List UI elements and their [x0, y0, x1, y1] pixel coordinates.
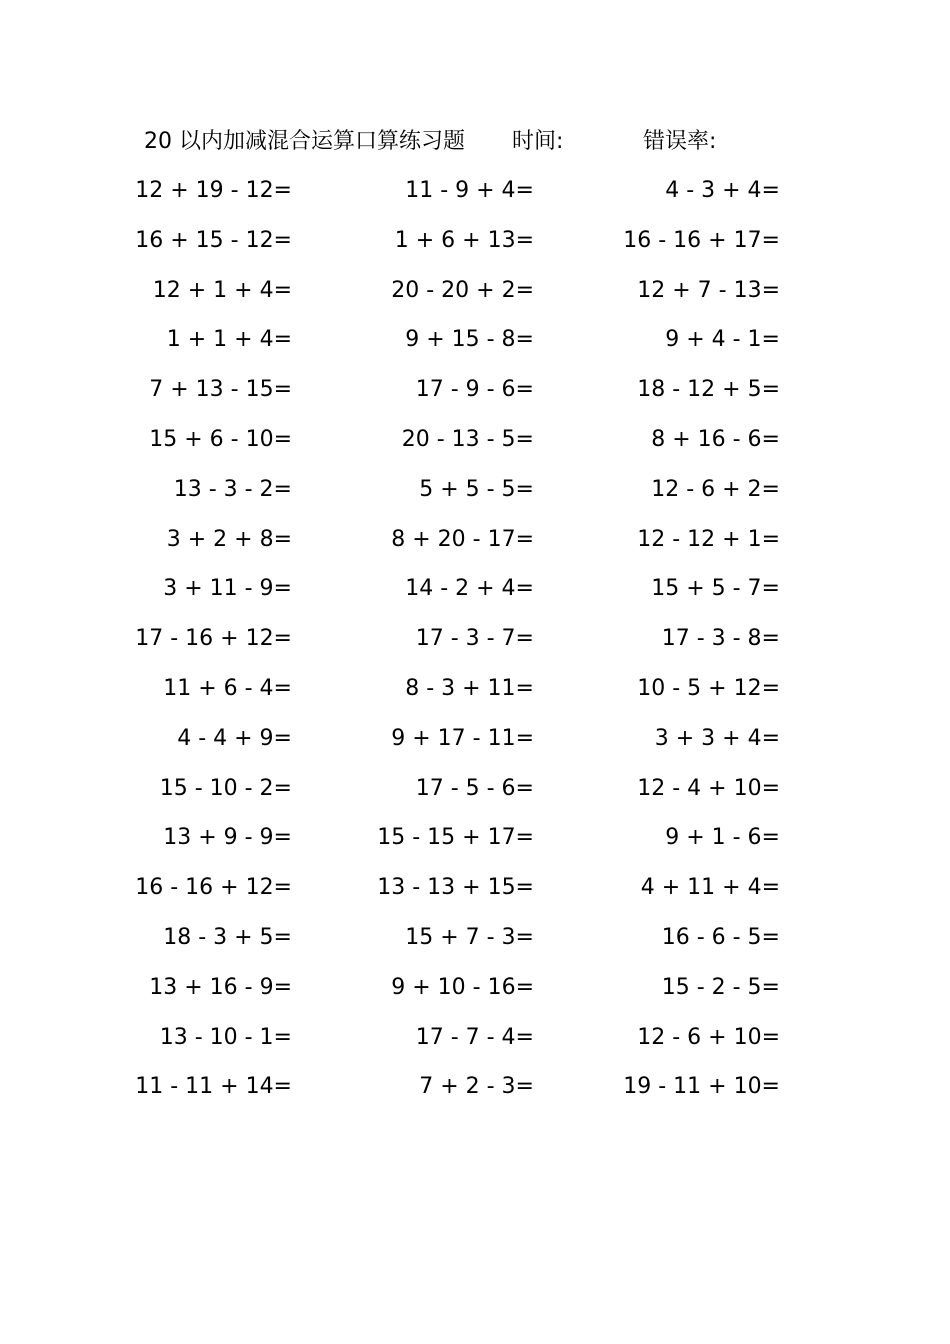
math-problem: 9 + 15 - 8=: [405, 327, 534, 353]
math-problem: 5 + 5 - 5=: [419, 476, 534, 502]
math-problem: 4 - 4 + 9=: [177, 725, 292, 751]
problem-row: [0, 171, 950, 211]
math-problem: 17 - 7 - 4=: [415, 1024, 534, 1050]
problem-row: [0, 669, 950, 709]
problem-row: [0, 370, 950, 410]
problem-row: [0, 968, 950, 1008]
math-problem: 13 + 9 - 9=: [163, 825, 292, 851]
math-problem: 12 - 6 + 2=: [651, 476, 780, 502]
math-problem: 12 + 1 + 4=: [152, 277, 292, 303]
math-problem: 17 - 5 - 6=: [415, 775, 534, 801]
math-problem: 15 + 6 - 10=: [149, 427, 292, 452]
problem-row: [0, 271, 950, 311]
math-problem: 13 - 3 - 2=: [173, 476, 292, 502]
error-rate-label: 错误率:: [643, 129, 717, 154]
math-problem: 15 + 7 - 3=: [405, 925, 534, 950]
math-problem: 1 + 6 + 13=: [394, 227, 534, 253]
problem-row: [0, 619, 950, 659]
math-problem: 13 - 10 - 1=: [159, 1024, 292, 1050]
math-problem: 3 + 11 - 9=: [163, 576, 292, 602]
math-problem: 17 - 16 + 12=: [135, 626, 292, 652]
math-problem: 7 + 2 - 3=: [419, 1074, 534, 1100]
math-problem: 3 + 2 + 8=: [166, 526, 292, 552]
math-problem: 10 - 5 + 12=: [637, 676, 780, 701]
math-problem: 13 + 16 - 9=: [149, 974, 292, 1000]
math-problem: 9 + 1 - 6=: [665, 825, 780, 851]
problem-row: [0, 1018, 950, 1058]
math-problem: 16 - 6 - 5=: [661, 925, 780, 950]
math-problem: 13 - 13 + 15=: [377, 875, 534, 901]
problem-row: [0, 221, 950, 261]
math-problem: 4 + 11 + 4=: [640, 875, 780, 901]
math-problem: 18 - 3 + 5=: [163, 925, 292, 950]
problem-row: [0, 1067, 950, 1107]
math-problem: 15 - 2 - 5=: [661, 974, 780, 1000]
math-problem: 18 - 12 + 5=: [637, 377, 780, 403]
worksheet-title: 20 以内加减混合运算口算练习题: [144, 129, 465, 154]
math-problem: 8 + 16 - 6=: [651, 427, 780, 452]
math-problem: 9 + 4 - 1=: [665, 327, 780, 353]
time-label: 时间:: [512, 129, 564, 154]
math-problem: 12 + 19 - 12=: [135, 178, 292, 203]
math-problem: 11 - 11 + 14=: [135, 1074, 292, 1100]
problem-row: [0, 719, 950, 759]
math-problem: 8 - 3 + 11=: [405, 676, 534, 701]
problem-row: [0, 569, 950, 609]
math-problem: 3 + 3 + 4=: [654, 725, 780, 751]
math-problem: 16 - 16 + 12=: [135, 875, 292, 901]
math-problem: 9 + 10 - 16=: [391, 974, 534, 1000]
math-problem: 17 - 9 - 6=: [415, 377, 534, 403]
math-problem: 15 - 15 + 17=: [377, 825, 534, 851]
math-problem: 1 + 1 + 4=: [166, 327, 292, 353]
math-problem: 4 - 3 + 4=: [665, 178, 780, 203]
problem-row: [0, 470, 950, 510]
math-problem: 15 + 5 - 7=: [651, 576, 780, 602]
problem-row: [0, 769, 950, 809]
math-problem: 16 + 15 - 12=: [135, 227, 292, 253]
problem-row: [0, 520, 950, 560]
math-problem: 17 - 3 - 8=: [661, 626, 780, 652]
problem-row: [0, 918, 950, 958]
math-problem: 12 - 6 + 10=: [637, 1024, 780, 1050]
math-problem: 9 + 17 - 11=: [391, 725, 534, 751]
math-problem: 19 - 11 + 10=: [623, 1074, 780, 1100]
problem-row: [0, 420, 950, 460]
math-problem: 12 - 4 + 10=: [637, 775, 780, 801]
math-problem: 20 - 20 + 2=: [391, 277, 534, 303]
problem-row: [0, 320, 950, 360]
math-problem: 15 - 10 - 2=: [159, 775, 292, 801]
math-problem: 12 + 7 - 13=: [637, 277, 780, 303]
problem-row: [0, 818, 950, 858]
math-problem: 12 - 12 + 1=: [637, 526, 780, 552]
math-problem: 11 - 9 + 4=: [405, 178, 534, 203]
math-problem: 8 + 20 - 17=: [391, 526, 534, 552]
math-problem: 14 - 2 + 4=: [405, 576, 534, 602]
math-problem: 7 + 13 - 15=: [149, 377, 292, 403]
math-problem: 16 - 16 + 17=: [623, 227, 780, 253]
problem-row: [0, 868, 950, 908]
math-problem: 11 + 6 - 4=: [163, 676, 292, 701]
math-problem: 20 - 13 - 5=: [401, 427, 534, 452]
math-problem: 17 - 3 - 7=: [415, 626, 534, 652]
